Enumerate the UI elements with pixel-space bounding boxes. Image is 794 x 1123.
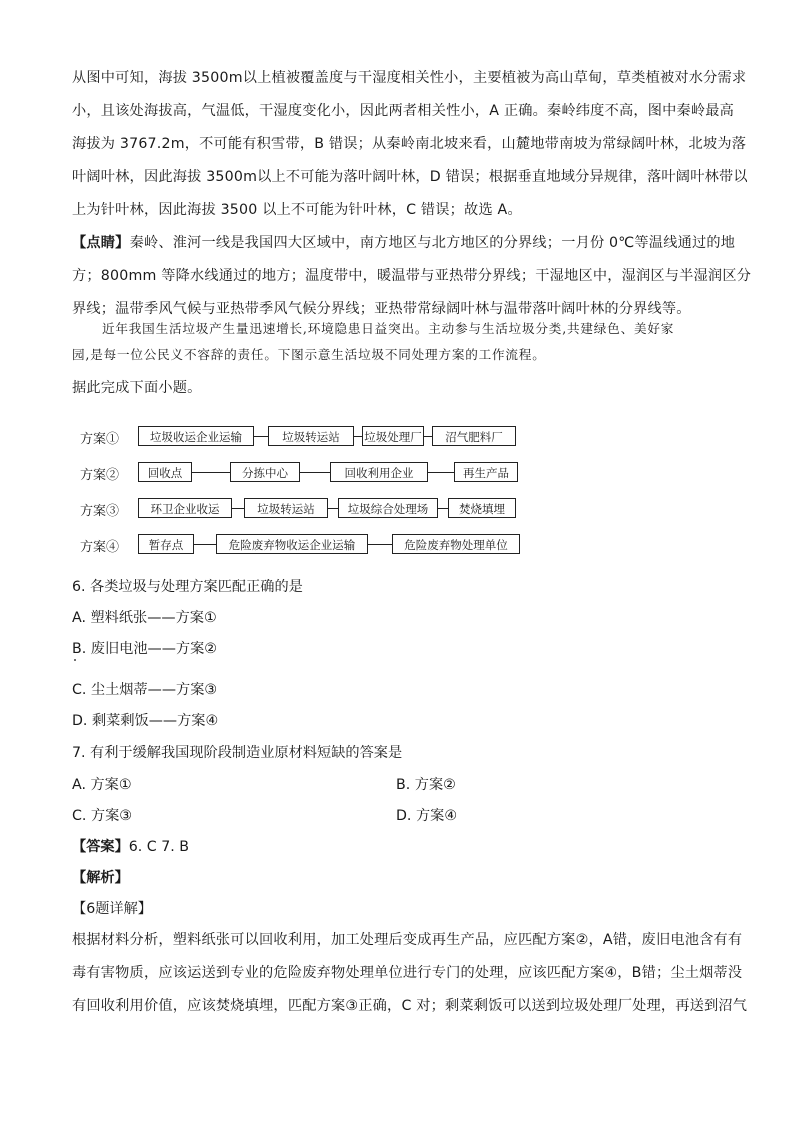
flow-step: 再生产品: [454, 462, 518, 482]
explanation-paragraph: [72, 62, 752, 326]
detail-paragraph: [72, 924, 748, 1023]
flow-step: 沼气肥料厂: [432, 426, 516, 446]
waste-flowchart: [80, 422, 600, 566]
text-line: 海拔为 3767.2m，不可能有积雪带，B 错误；从秦岭南北坡来看，山麓地带南坡为常绿阔叶林，北坡为落: [72, 136, 747, 152]
option-7a: A. 方案①: [72, 777, 132, 793]
flow-step: 垃圾综合处理场: [338, 498, 438, 518]
text-line: 界线；温带季风气候与亚热带季风气候分界线；亚热带常绿阔叶林与温带落叶阔叶林的分界线等。: [72, 301, 691, 317]
flow-step: 分拣中心: [230, 462, 300, 482]
text-line: 小，且该处海拔高，气温低，干湿度变化小，因此两者相关性小，A 正确。秦岭纬度不高，图中秦岭最高: [72, 103, 735, 119]
text-line: 上为针叶林，因此海拔 3500 以上不可能为针叶林，C 错误；故选 A。: [72, 202, 522, 218]
option-7c: C. 方案③: [72, 808, 133, 824]
material-line: 园,是每一位公民义不容辞的责任。下图示意生活垃圾不同处理方案的工作流程。: [72, 347, 546, 362]
flow-step: 环卫企业收运: [138, 498, 232, 518]
plan-label: 方案①: [80, 432, 120, 447]
question-7-stem: 7. 有利于缓解我国现阶段制造业原材料短缺的答案是: [72, 745, 403, 761]
flow-step: 垃圾转运站: [244, 498, 328, 518]
answer-tag: 【答案】: [72, 839, 129, 855]
plan-label: 方案②: [80, 468, 120, 483]
option-7b: B. 方案②: [396, 777, 456, 793]
plan-label: 方案③: [80, 504, 120, 519]
pointer-text: 秦岭、淮河一线是我国四大区域中，南方地区与北方地区的分界线；一月份 0℃等温线通过的地: [129, 235, 736, 251]
connector: [366, 544, 394, 545]
flow-step: 回收点: [138, 462, 192, 482]
flow-step: 垃圾处理厂: [362, 426, 424, 446]
option-6c: C. 尘土烟蒂——方案③: [72, 682, 218, 698]
text-line: 从图中可知，海拔 3500m以上植被覆盖度与干湿度相关性小，主要植被为高山草甸，草类植被对水分需求: [72, 70, 747, 86]
option-6b: B. 废旧电池——方案②: [72, 641, 217, 657]
connector: [192, 544, 218, 545]
stray-mark: [74, 659, 76, 661]
option-7d: D. 方案④: [396, 808, 458, 824]
answer-text: 6. C 7. B: [128, 839, 190, 855]
question-6-stem: 6. 各类垃圾与处理方案匹配正确的是: [72, 579, 303, 595]
text-line: 方；800mm 等降水线通过的地方；温度带中，暖温带与亚热带分界线；干湿地区中，湿润区与半湿润区分: [72, 268, 752, 284]
flow-step: 垃圾转运站: [268, 426, 354, 446]
flow-step: 焚烧填埋: [448, 498, 516, 518]
answer-line: [72, 837, 189, 857]
detail-tag: 【6题详解】: [72, 901, 152, 917]
flow-step: 回收利用企业: [330, 462, 428, 482]
option-6d: D. 剩菜剩饭——方案④: [72, 713, 219, 729]
flow-row-plan-2: [80, 458, 600, 494]
text-line: 叶阔叶林，因此海拔 3500m以上不可能为落叶阔叶林，D 错误；根据垂直地域分异规律，落叶阔叶林带以: [72, 169, 748, 185]
plan-label: 方案④: [80, 540, 120, 555]
flow-step: 垃圾收运企业运输: [138, 426, 254, 446]
pointer-tag: 【点睛】: [72, 235, 130, 251]
pointer-line: [72, 227, 736, 260]
flow-step: 危险废弃物收运企业运输: [216, 534, 368, 554]
flow-row-plan-1: [80, 422, 600, 458]
material-paragraph: [72, 316, 722, 368]
text-line: 根据材料分析，塑料纸张可以回收利用，加工处理后变成再生产品，应匹配方案②，A错，废旧电池含有有: [72, 932, 743, 948]
flow-row-plan-3: [80, 494, 600, 530]
connector: [298, 472, 332, 473]
connector: [426, 472, 456, 473]
flow-row-plan-4: [80, 530, 600, 566]
flow-step: 危险废弃物处理单位: [392, 534, 520, 554]
text-line: 毒有害物质，应该运送到专业的危险废弃物处理单位进行专门的处理，应该匹配方案④，B错；尘土烟蒂没: [72, 965, 743, 981]
material-line: 近年我国生活垃圾产生量迅速增长,环境隐患日益突出。主动参与生活垃圾分类,共建绿色、美好家: [102, 321, 675, 336]
instruction: 据此完成下面小题。: [72, 380, 202, 396]
option-6a: A. 塑料纸张——方案①: [72, 610, 217, 626]
connector: [190, 472, 232, 473]
analysis-tag: 【解析】: [72, 870, 129, 886]
text-line: 有回收利用价值，应该焚烧填埋，匹配方案③正确，C 对；剩菜剩饭可以送到垃圾处理厂处理，再送到沼气: [72, 998, 748, 1014]
flow-step: 暂存点: [138, 534, 194, 554]
